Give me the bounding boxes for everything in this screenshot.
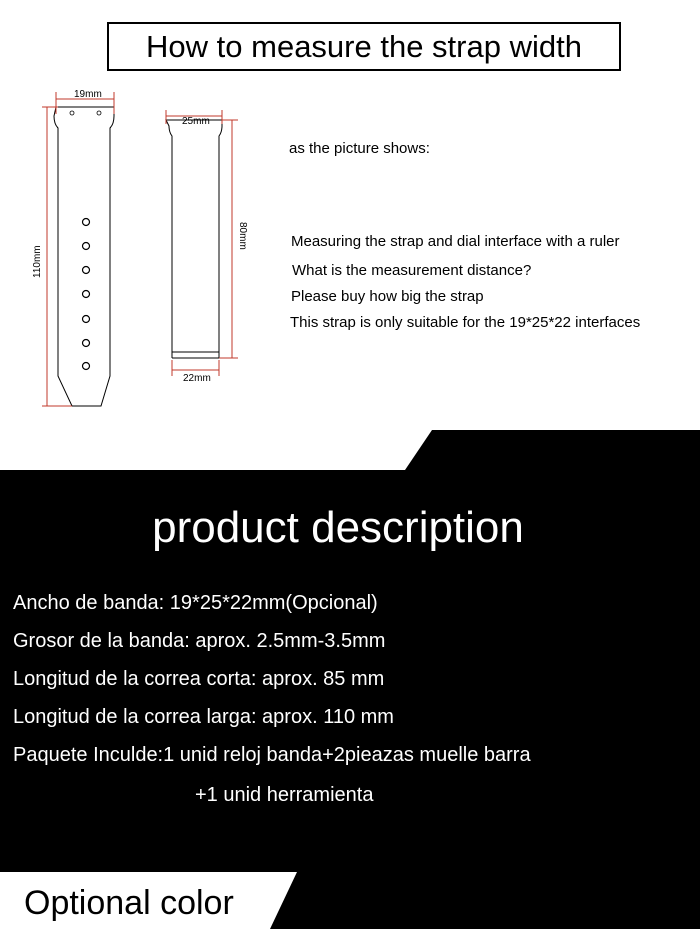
note-line: Measuring the strap and dial interface with a ruler: [291, 233, 620, 250]
spec-line: Longitud de la correa corta: aprox. 85 mm: [13, 668, 385, 690]
optional-color-label: Optional color: [24, 884, 234, 922]
short-strap-dimensions: [166, 110, 238, 376]
spec-line: Grosor de la banda: aprox. 2.5mm-3.5mm: [13, 630, 386, 652]
product-description-heading: product description: [152, 503, 524, 552]
note-line: This strap is only suitable for the 19*25*22 interfaces: [290, 314, 641, 331]
dim-25mm: 25mm: [182, 116, 210, 127]
page-title: How to measure the strap width: [107, 22, 621, 71]
dim-110mm: 110mm: [32, 245, 43, 278]
strap-diagram: [0, 80, 280, 420]
note-line: What is the measurement distance?: [292, 262, 532, 279]
spec-line: Longitud de la correa larga: aprox. 110 mm: [13, 706, 394, 728]
dim-22mm: 22mm: [183, 373, 211, 384]
dim-19mm: 19mm: [74, 89, 102, 100]
spec-line-continued: +1 unid herramienta: [195, 784, 374, 806]
spec-line: Ancho de banda: 19*25*22mm(Opcional): [13, 592, 378, 614]
long-strap-dimensions: [42, 92, 114, 406]
long-strap-pin-hole: [70, 111, 74, 115]
dim-80mm: 80mm: [237, 222, 248, 250]
long-strap-pin-hole: [97, 111, 101, 115]
note-line: Please buy how big the strap: [291, 288, 484, 305]
long-strap-outline: [54, 107, 114, 406]
spec-line: Paquete Inculde:1 unid reloj banda+2pieazas muelle barra: [13, 744, 531, 766]
short-strap-outline: [166, 120, 222, 352]
intro-note: as the picture shows:: [289, 140, 430, 157]
long-strap-holes: [83, 219, 90, 370]
